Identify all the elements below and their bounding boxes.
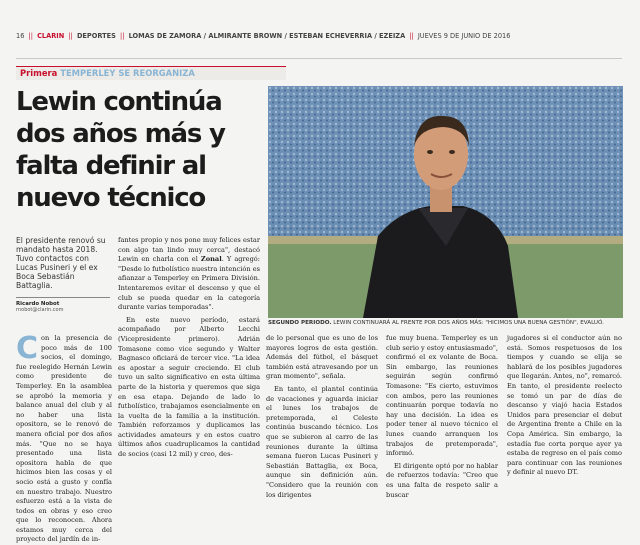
- drop-cap: C: [16, 331, 39, 366]
- paragraph: En tanto, el plantel continúa de vacaciones y aguarda iniciar el lunes los trabajos de pretemporada, el Celeste continúa buscando técnico. Los que se subieron al carro de las reuniones durante la última semana fueron Lucas Pusineri y Sebastián Battaglia, ex Boca, aunque sin definición aún. "Considero que la reunión con los dirigentes: [266, 384, 378, 499]
- article-column-5: [507, 334, 622, 478]
- section-name: DEPORTES: [76, 32, 116, 40]
- kicker-topic: TEMPERLEY SE REORGANIZA: [60, 68, 195, 78]
- header-divider: [16, 58, 622, 59]
- paragraph: En este nuevo período, estará acompañado por Alberto Lecchi (Vicepresidente primero). Adrián Tomasone como vice segundo y Walter Bagnasco oficiará de tercer vice. "La idea es apostar a seguir creciendo. El club tuvo un salto significativo en esta última parte de la historia y queremos que siga en esa etapa. Dejando de lado lo futbolístico, trabajamos esencialmente en la vuelta de la familia a la institución. También reforzamos y duplicamos las actividades amateurs y en estos cuatro últimos años cuadruplicamos la cantidad de socios (casi 12 mil) y creo, des-: [118, 315, 260, 459]
- body-bold: Zonal: [200, 255, 222, 264]
- paragraph: El dirigente optó por no hablar de refuerzos todavía: "Creo que es una falta de respeto salir a buscar: [386, 461, 498, 499]
- paragraph: [118, 236, 260, 313]
- kicker-tag: Primera: [20, 68, 58, 78]
- photo-caption: [268, 320, 623, 326]
- page-header: [16, 32, 622, 40]
- paragraph: fue muy buena. Temperley es un club serio y estoy entusiasmado", confirmó el ex volante de Boca. Sin embargo, las reuniones seguirán según confirmó Tomasone: "Es cierto, estuvimos con ambos, pero las reuniones continuarán porque todavía no hay una decisión. La idea es poder tener al nuevo técnico el lunes cuando arranquen los trabajos de pretemporada", informó.: [386, 334, 498, 458]
- caption-label: SEGUNDO PERIODO.: [268, 320, 332, 326]
- article-column-1: [16, 331, 112, 545]
- separator: ||: [68, 32, 73, 40]
- caption-text: LEWIN CONTINUARÁ AL FRENTE POR DOS AÑOS MÁS: "HICIMOS UNA BUENA GESTIÓN", EVALUÓ.: [333, 320, 604, 326]
- article-headline: Lewin continúa dos años más y falta definir al nuevo técnico: [16, 87, 225, 213]
- separator: ||: [409, 32, 414, 40]
- localities: LOMAS DE ZAMORA / ALMIRANTE BROWN / ESTEBAN ECHEVERRIA / EZEIZA: [128, 32, 406, 40]
- separator: ||: [28, 32, 33, 40]
- issue-date: JUEVES 9 DE JUNIO DE 2016: [417, 32, 511, 40]
- separator: ||: [120, 32, 125, 40]
- paragraph: jugadores si el conductor aún no está. Somos respetuosos de los tiempos y cuando se elija se hablará de los posibles jugadores que llegarán. Antes, no", remarcó. En tanto, el presidente reelecto se tomó un par de días de descanso y viajó hacia Estados Unidos para presenciar el debut de Argentina frente a Chile en la Copa América. Sin embargo, la estadía fue corta porque ayer ya estaba de regreso en el país como para continuar con las reuniones y definir al nuevo DT.: [507, 334, 622, 477]
- page-number: 16: [16, 32, 25, 40]
- author-email: rnobot@clarin.com: [16, 307, 64, 313]
- paragraph: de lo personal que es uno de los mayores logros de esta gestión. Además del fútbol, el básquet también está atravesando por un gran momento", señala.: [266, 334, 378, 381]
- byline: [16, 297, 110, 313]
- article-kicker: [16, 66, 286, 80]
- body-text: on la presencia de poco más de 100 socios, el domingo, fue reelegido Hernán Lewin como presidente de Temperley. En la asamblea se aprobó la memoria y balance anual del club y al no haber una lista opositora, se le renovó de manera oficial por dos años más. "Que no se haya presentado una lista opositora habla de que hicimos bien las cosas y el socio está a gusto y confía en nuestro trabajo. Nuestro esfuerzo está a la vista de todos en obras y eso creo que lo reconocen. Ahora estamos muy cerca del proyecto del jardín de in-: [16, 334, 112, 544]
- author-name: Ricardo Nobot: [16, 301, 60, 307]
- article-deck: El presidente renovó su mandato hasta 2018. Tuvo contactos con Lucas Pusineri y el ex Boca Sebastián Battaglia.: [16, 236, 106, 290]
- brand-name: CLARIN: [37, 32, 65, 40]
- photo-illustration: [268, 86, 623, 318]
- article-column-4: [386, 334, 498, 500]
- body-text: . Y agregó: "Desde lo futbolístico nuestra intención es afianzar a Temperley en Primera División. Intentaremos evitar el descenso y que el club se pueda quedar en la categoría durante varias temporadas".: [118, 255, 260, 312]
- article-column-2: [118, 236, 260, 460]
- article-photo: [268, 86, 623, 318]
- article-column-3: [266, 334, 378, 500]
- body-text: fantes propio y nos pone muy felices estar con algo tan lindo muy cerca", destacó Lewin en charla con el: [118, 236, 260, 264]
